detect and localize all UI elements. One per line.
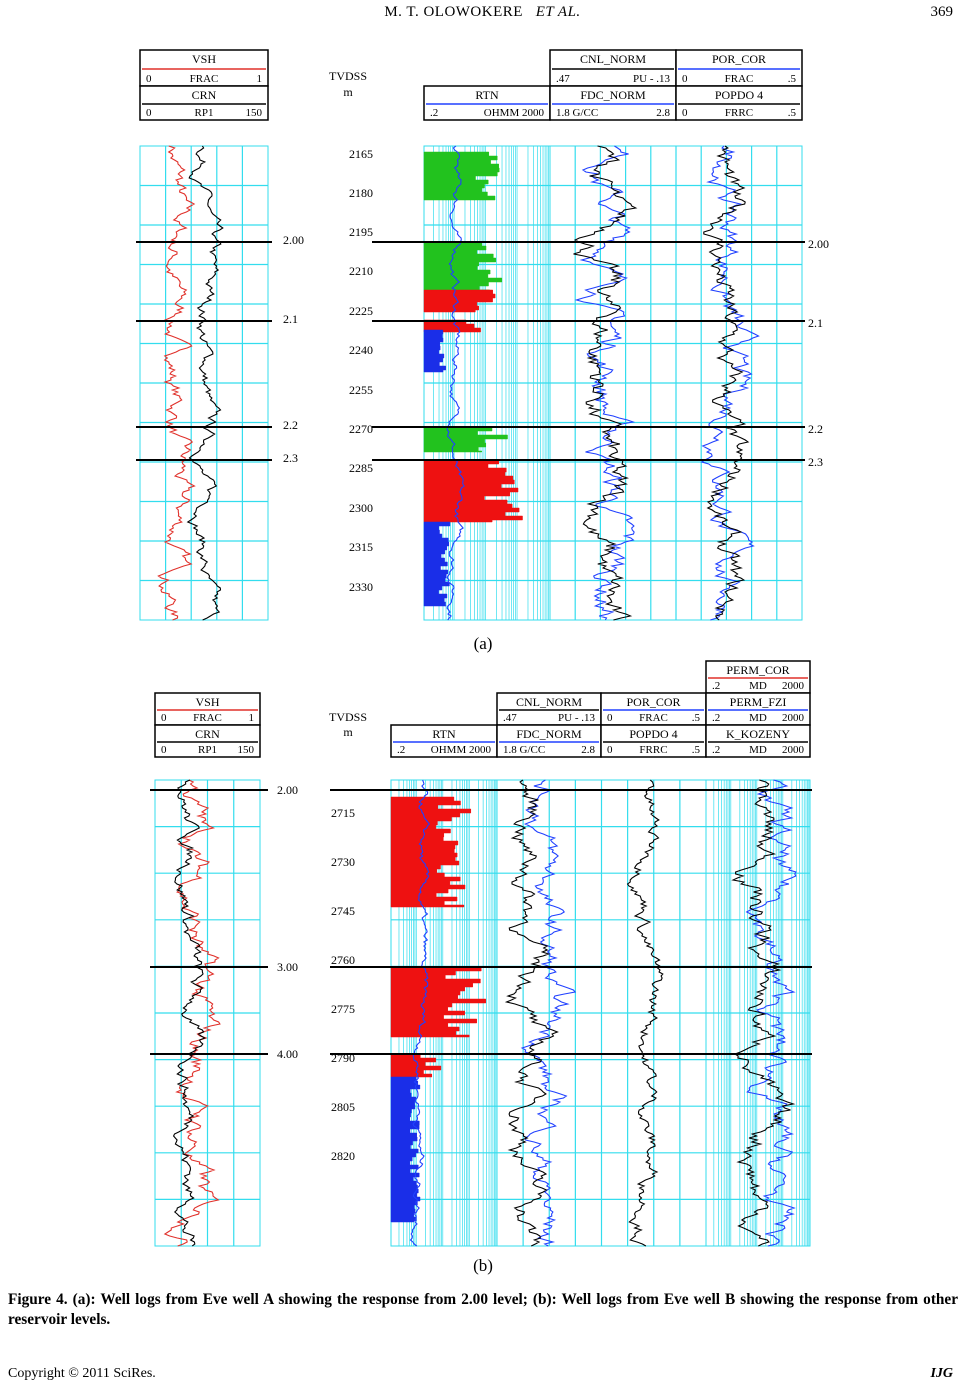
b-header-vsh-min: 0 xyxy=(161,712,167,724)
b-sand-block xyxy=(391,1077,420,1222)
a-header-porcor-min: 0 xyxy=(682,73,688,85)
b-panel-label: (b) xyxy=(473,1256,493,1275)
a-header-crn-unit: RP1 xyxy=(194,107,214,119)
a-marker-label-left: 2.00 xyxy=(283,233,304,247)
b-header-vsh-title: VSH xyxy=(195,695,220,709)
b-header-permfzi-min: .2 xyxy=(712,712,721,724)
b-header-rtn-min: .2 xyxy=(397,744,406,756)
a-tvdss-unit: m xyxy=(343,85,353,99)
b-marker-label: 2.00 xyxy=(277,783,298,797)
b-header-crn-max: 150 xyxy=(237,744,254,756)
b-header-vsh-unit: FRAC xyxy=(193,712,222,724)
b-depth-label: 2805 xyxy=(331,1100,355,1114)
a-header-rtn-max: OHMM 2000 xyxy=(483,107,544,119)
a-header-popdo-min: 0 xyxy=(682,107,688,119)
b-header-porcor-max: .5 xyxy=(691,712,700,724)
b-marker-label: 4.00 xyxy=(277,1047,298,1061)
b-header-porcor-title: POR_COR xyxy=(626,695,681,709)
b-header-fdc-max: 2.8 xyxy=(581,744,595,756)
b-header-permcor-unit: MD xyxy=(749,680,767,692)
b-header-permcor-min: .2 xyxy=(712,680,721,692)
a-marker-label-right: 2.2 xyxy=(808,422,823,436)
b-tvdss-unit: m xyxy=(343,725,353,739)
b-depth-label: 2730 xyxy=(331,855,355,869)
journal-footer: IJG xyxy=(930,1366,953,1381)
a-marker-label-left: 2.2 xyxy=(283,418,298,432)
b-header-popdo-unit: FRRC xyxy=(639,744,668,756)
b-header-permfzi-max: 2000 xyxy=(782,712,804,724)
a-tvdss-label: TVDSS xyxy=(328,69,368,83)
figure-caption: Figure 4. (a): Well logs from Eve well A showing the response from 2.00 level; (b): Well logs from Eve well B showing the response from other reservoir levels. xyxy=(8,1291,958,1328)
a-marker-label-right: 2.1 xyxy=(808,316,823,330)
b-depth-label: 2790 xyxy=(331,1051,355,1065)
b-header-popdo-max: .5 xyxy=(691,744,700,756)
a-header-porcor-max: .5 xyxy=(787,73,796,85)
a-header-crn-max: 150 xyxy=(245,107,262,119)
b-header-kkozeny-unit: MD xyxy=(749,744,767,756)
a-header-porcor-unit: FRAC xyxy=(724,73,754,85)
a-header-fdc-min: 1.8 G/CC xyxy=(556,107,599,119)
a-marker-label-left: 2.1 xyxy=(283,312,298,326)
a-panel-label: (a) xyxy=(473,634,493,653)
a-depth-label: 2210 xyxy=(349,264,373,278)
b-header-fdc-min: 1.8 G/CC xyxy=(503,744,546,756)
a-header-vsh-min: 0 xyxy=(146,73,152,85)
a-depth-label: 2225 xyxy=(349,304,373,318)
a-depth-label: 2315 xyxy=(349,540,373,554)
a-header-popdo-title: POPDO 4 xyxy=(714,88,764,102)
a-header-popdo-unit: FRRC xyxy=(724,107,754,119)
a-header-cnl-max: PU - .13 xyxy=(633,73,670,85)
a-depth-label: 2270 xyxy=(349,422,373,436)
b-header-crn-min: 0 xyxy=(161,744,167,756)
b-header-crn-unit: RP1 xyxy=(198,744,217,756)
b-header-permfzi-unit: MD xyxy=(749,712,767,724)
b-header-permcor-max: 2000 xyxy=(782,680,804,692)
b-depth-label: 2745 xyxy=(331,904,355,918)
b-header-kkozeny-max: 2000 xyxy=(782,744,804,756)
b-header-crn-title: CRN xyxy=(195,727,220,741)
a-header-rtn-title: RTN xyxy=(475,88,499,102)
a-header-porcor-title: POR_COR xyxy=(711,52,767,66)
a-header-popdo-max: .5 xyxy=(787,107,796,119)
a-header-cnl-min: .47 xyxy=(556,73,570,85)
b-header-cnl-title: CNL_NORM xyxy=(515,695,583,709)
a-depth-label: 2180 xyxy=(349,186,373,200)
page-number: 369 xyxy=(930,4,953,20)
b-header-rtn-max: OHMM 2000 xyxy=(430,744,491,756)
a-header-vsh-max: 1 xyxy=(256,73,262,85)
a-header-crn-title: CRN xyxy=(191,88,217,102)
a-marker-label-left: 2.3 xyxy=(283,451,298,465)
a-depth-label: 2285 xyxy=(349,461,373,475)
b-header-cnl-max: PU - .13 xyxy=(558,712,595,724)
b-depth-label: 2775 xyxy=(331,1002,355,1016)
b-header-kkozeny-title: K_KOZENY xyxy=(726,727,790,741)
b-header-popdo-min: 0 xyxy=(607,744,613,756)
b-header-kkozeny-min: .2 xyxy=(712,744,721,756)
a-depth-label: 2300 xyxy=(349,501,373,515)
a-header-fdc-max: 2.8 xyxy=(656,107,670,119)
a-header-crn-min: 0 xyxy=(146,107,152,119)
b-header-permcor-title: PERM_COR xyxy=(726,663,790,677)
b-header-rtn-title: RTN xyxy=(432,727,456,741)
a-depth-label: 2255 xyxy=(349,383,373,397)
b-header-porcor-min: 0 xyxy=(607,712,613,724)
b-depth-label: 2760 xyxy=(331,953,355,967)
b-depth-label: 2820 xyxy=(331,1149,355,1163)
a-depth-label: 2165 xyxy=(349,147,373,161)
b-tvdss-label: TVDSS xyxy=(328,710,368,724)
a-header-fdc-title: FDC_NORM xyxy=(580,88,646,102)
b-header-vsh-max: 1 xyxy=(248,712,254,724)
author-etal: ET AL. xyxy=(535,4,581,20)
author-name: M. T. OLOWOKERE xyxy=(384,4,523,20)
b-marker-label: 3.00 xyxy=(277,960,298,974)
a-depth-label: 2240 xyxy=(349,343,373,357)
b-header-fdc-title: FDC_NORM xyxy=(516,727,582,741)
a-depth-label: 2195 xyxy=(349,225,373,239)
a-header-cnl-title: CNL_NORM xyxy=(579,52,647,66)
a-marker-label-right: 2.3 xyxy=(808,455,823,469)
b-header-porcor-unit: FRAC xyxy=(639,712,668,724)
b-depth-label: 2715 xyxy=(331,806,355,820)
a-header-rtn-min: .2 xyxy=(430,107,439,119)
a-depth-label: 2330 xyxy=(349,580,373,594)
a-header-vsh-unit: FRAC xyxy=(189,73,219,85)
b-header-cnl-min: .47 xyxy=(503,712,517,724)
b-header-permfzi-title: PERM_FZI xyxy=(729,695,787,709)
a-header-vsh-title: VSH xyxy=(191,52,217,66)
b-header-popdo-title: POPDO 4 xyxy=(629,727,678,741)
copyright-footer: Copyright © 2011 SciRes. xyxy=(8,1366,156,1381)
a-marker-label-right: 2.00 xyxy=(808,237,829,251)
